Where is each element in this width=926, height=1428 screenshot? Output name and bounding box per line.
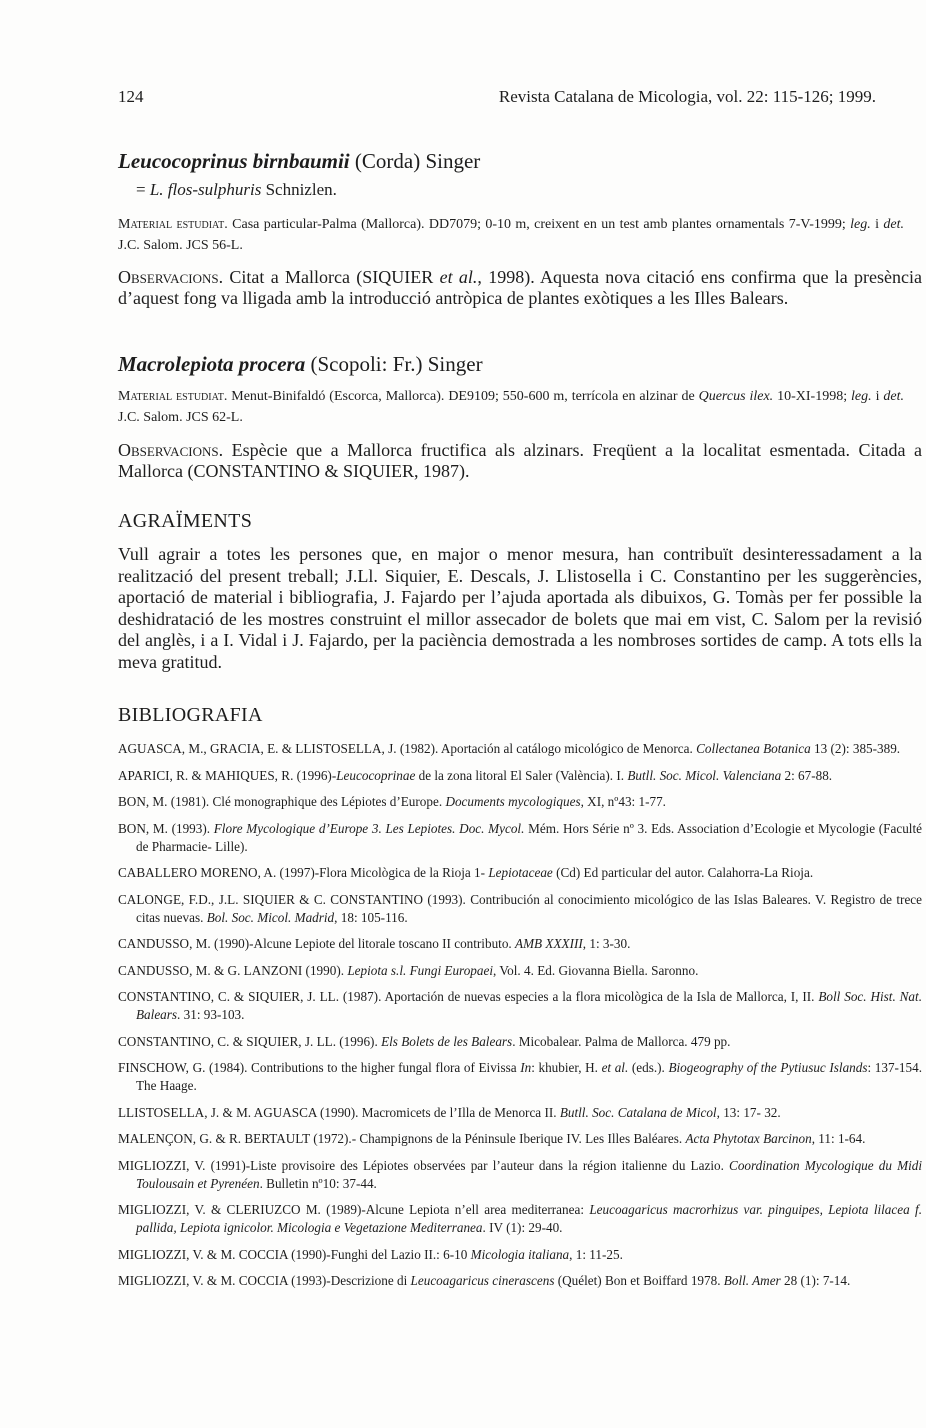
reference-entry [118,1201,922,1237]
reference-text: 28 (1): 7-14. [780,1273,851,1288]
reference-text: . IV (1): 29-40. [482,1220,563,1235]
material-leg: leg. [850,217,871,232]
reference-italic: Butll. Soc. Micol. Valenciana [627,767,782,783]
reference-italic: Leucoagaricus cinerascens [410,1273,555,1288]
reference-entry [118,820,922,856]
reference-italic: Leucoagaricus macrorhizus var. pinguipes, Lepiota lilacea f. pallida, Lepiota ignicolor. Micologia e Vegetazione Mediterranea [136,1202,922,1235]
material-label: Material estudiat. [118,389,228,404]
reference-text: , 13: 17- 32. [716,1104,781,1120]
material-quercus: Quercus ilex. [698,389,774,404]
synonym-author: Schnizlen. [261,180,337,199]
reference-list [118,740,922,1299]
reference-text: , Vol. 4. Ed. Giovanna Biella. Saronno. [493,962,699,978]
page-number: 124 [118,87,144,106]
reference-text: de la zona litoral El Saler (València). I. [415,767,628,783]
species-name: Macrolepiota procera [118,352,306,376]
reference-entry [118,988,922,1024]
material-studied-1 [118,214,904,256]
reference-text: FINSCHOW, G. (1984). Contributions to the higher fungal flora of Eivissa [118,1060,521,1075]
reference-text: 13 (2): 385-389. [810,741,901,756]
reference-italic: Boll Soc. Hist. Nat. Balears [136,989,922,1022]
reference-text: : khubier, H. [531,1060,602,1075]
reference-text: CANDUSSO, M. & G. LANZONI (1990). [118,962,348,978]
reference-text: MIGLIOZZI, V. (1991)-Liste provisoire des Lépiotes observées par l’auteur dans la région italienne du Lazio. [118,1157,730,1173]
reference-entry [118,1059,922,1095]
material-studied-2 [118,386,904,428]
reference-entry [118,1033,922,1051]
material-end: J.C. Salom. JCS 62-L. [118,410,243,425]
reference-entry [118,1130,922,1148]
reference-entry [118,864,922,882]
species-heading-leucocoprinus [118,149,480,174]
material-det: det. [883,217,905,232]
material-text: Menut-Binifaldó (Escorca, Mallorca). DE9109; 550-600 m, terrícola en alzinar de [227,389,699,404]
journal-citation: Revista Catalana de Micologia, vol. 22: 115-126; 1999. [498,87,876,106]
species-name: Leucocoprinus birnbaumii [118,149,350,173]
reference-italic: Coordination Mycologique du Midi Toulousain et Pyrenéen [136,1157,922,1191]
reference-text: (Quélet) Bon et Boiffard 1978. [554,1273,724,1288]
reference-italic: Boll. Amer [723,1273,781,1288]
acknowledgements-heading: AGRAÏMENTS [118,510,253,532]
reference-text: , 11: 1-64. [811,1131,866,1146]
reference-entry [118,935,922,953]
reference-text: 2: 67-88. [781,767,833,783]
reference-text: . Micobalear. Palma de Mallorca. 479 pp. [512,1033,731,1049]
reference-entry [118,891,922,927]
observations-label: Observacions. [118,440,224,460]
synonym-name: L. flos-sulphuris [149,180,262,199]
reference-entry [118,740,922,758]
reference-italic: Micologia italiana [470,1246,570,1262]
reference-text: CABALLERO MORENO, A. (1997)-Flora Micològica de la Rioja 1- [118,865,489,880]
reference-italic: Biogeography of the Pytiusuc Islands [668,1060,868,1075]
reference-entry [118,962,922,980]
reference-text: MIGLIOZZI, V. & M. COCCIA (1993)-Descrizione di [118,1273,411,1288]
material-i: i [870,217,884,232]
obs-text-part1: Citat a Mallorca (SIQUIER [223,267,440,287]
reference-entry [118,1104,922,1122]
synonym-prefix: = [136,180,150,199]
reference-italic: Leucocoprinae [336,767,416,783]
material-i: i [871,389,884,404]
reference-text: , 1: 11-25. [569,1246,623,1262]
reference-italic: Acta Phytotax Barcinon [685,1131,812,1146]
reference-text: APARICI, R. & MAHIQUES, R. (1996)- [118,767,337,783]
reference-text: BON, M. (1981). Clé monographique des Lépiotes d’Europe. [118,794,446,809]
reference-text: MIGLIOZZI, V. & CLERIUZCO M. (1989)-Alcune Lepiota n’ell area mediterranea: [118,1202,590,1217]
reference-entry [118,793,922,811]
reference-italic: Documents mycologiques [445,794,581,809]
reference-text: CALONGE, F.D., J.L. SIQUIER & C. CONSTANTINO (1993). Contribución al conocimiento micológico de las Islas Baleares. V. Registro de trece citas nuevas. [118,891,922,925]
reference-text: (eds.). [628,1060,669,1075]
reference-entry [118,767,922,785]
reference-text: MALENÇON, G. & R. BERTAULT (1972).- Champignons de la Péninsule Iberique IV. Les Illes Baléares. [118,1131,686,1146]
material-leg: leg. [851,389,872,404]
reference-text: (Cd) Ed particular del autor. Calahorra-La Rioja. [552,865,814,880]
reference-text: LLISTOSELLA, J. & M. AGUASCA (1990). Macromicets de l’Illa de Menorca II. [118,1104,560,1120]
reference-text: CONSTANTINO, C. & SIQUIER, J. LL. (1987). Aportación de nuevas especies a la flora micològica de la Isla de Mallorca, I, II. [118,989,819,1004]
reference-italic: Flore Mycologique d’Europe 3. Les Lepiotes. Doc. Mycol. [213,820,525,836]
reference-entry [118,1272,922,1290]
reference-text: MIGLIOZZI, V. & M. COCCIA (1990)-Funghi del Lazio II.: 6-10 [118,1246,471,1262]
reference-italic: Lepiota s.l. Fungi Europaei [347,962,493,978]
reference-text: : 137-154. The Haage. [136,1060,923,1093]
reference-italic: Collectanea Botanica [696,741,811,756]
observations-2 [118,440,922,482]
reference-text: Mém. Hors Série nº 3. Eds. Association d’Ecologie et Mycologie (Faculté de Pharmacie- Lille). [136,820,922,854]
reference-italic: Butll. Soc. Catalana de Micol [559,1104,717,1120]
obs-text-part2: , 1998). Aquesta nova citació ens confirma que la presència d’aquest fong va lligada amb la introducció antròpica de plantes exòtiques a les Illes Balears. [118,267,923,308]
reference-entry [118,1157,922,1193]
reference-italic: Els Bolets de les Balears [381,1033,513,1049]
material-text: Casa particular-Palma (Mallorca). DD7079; 0-10 m, creixent en un test amb plantes ornamentals 7-V-1999; [227,217,851,232]
reference-italic: Bol. Soc. Micol. Madrid [206,909,335,925]
reference-italic: AMB XXXIII [515,936,583,951]
acknowledgements-text: Vull agrair a totes les persones que, en major o menor mesura, han contribuït desinteressadament a la realització del present treball; J.Ll. Siquier, E. Descals, J. Llistosella i C. Constantino per les suggerències, aportació de material i bibliografia, J. Fajardo per l’ajuda aportada als dibuixos, G. Tomàs per fer possible la deshidratació de les mostres construint el millor assecador de bolets que mai em vist, C. Salom per la revisió del anglès, i a I. Vidal i J. Fajardo, per la paciència demostrada a les nombroses sortides de camp. A tots ells la meva gratitud. [118,544,922,672]
reference-text: , 18: 105-116. [334,909,408,925]
reference-text: , 1: 3-30. [582,936,631,951]
species-author: (Scopoli: Fr.) Singer [305,352,483,376]
synonym-line [136,180,337,200]
reference-text: BON, M. (1993). [118,820,214,836]
observations-1 [118,267,922,309]
reference-italic: et al. [601,1060,629,1075]
reference-text: . Bulletin nº10: 37-44. [259,1175,377,1191]
reference-entry [118,1246,922,1264]
material-label: Material estudiat. [118,217,228,232]
obs-text: Espècie que a Mallorca fructifica als alzinars. Freqüent a la localitat esmentada. Citada a Mallorca (CONSTANTINO & SIQUIER, 1987). [118,440,922,481]
reference-italic: In [520,1060,532,1075]
material-det: det. [883,389,905,404]
reference-text: AGUASCA, M., GRACIA, E. & LLISTOSELLA, J. (1982). Aportación al catálogo micológico de Menorca. [118,741,697,756]
reference-text: . 31: 93-103. [177,1007,245,1022]
reference-text: , XI, nº43: 1-77. [580,794,666,809]
material-text2: 10-XI-1998; [773,389,852,404]
reference-text: CONSTANTINO, C. & SIQUIER, J. LL. (1996). [118,1033,382,1049]
obs-et-al: et al. [439,267,478,287]
reference-text: CANDUSSO, M. (1990)-Alcune Lepiote del litorale toscano II contributo. [118,936,516,951]
species-author: (Corda) Singer [349,149,481,173]
bibliography-heading: BIBLIOGRAFIA [118,704,263,726]
species-heading-macrolepiota [118,352,483,377]
material-end: J.C. Salom. JCS 56-L. [118,238,243,253]
reference-italic: Lepiotaceae [488,865,553,880]
observations-label: Observacions. [118,267,224,287]
